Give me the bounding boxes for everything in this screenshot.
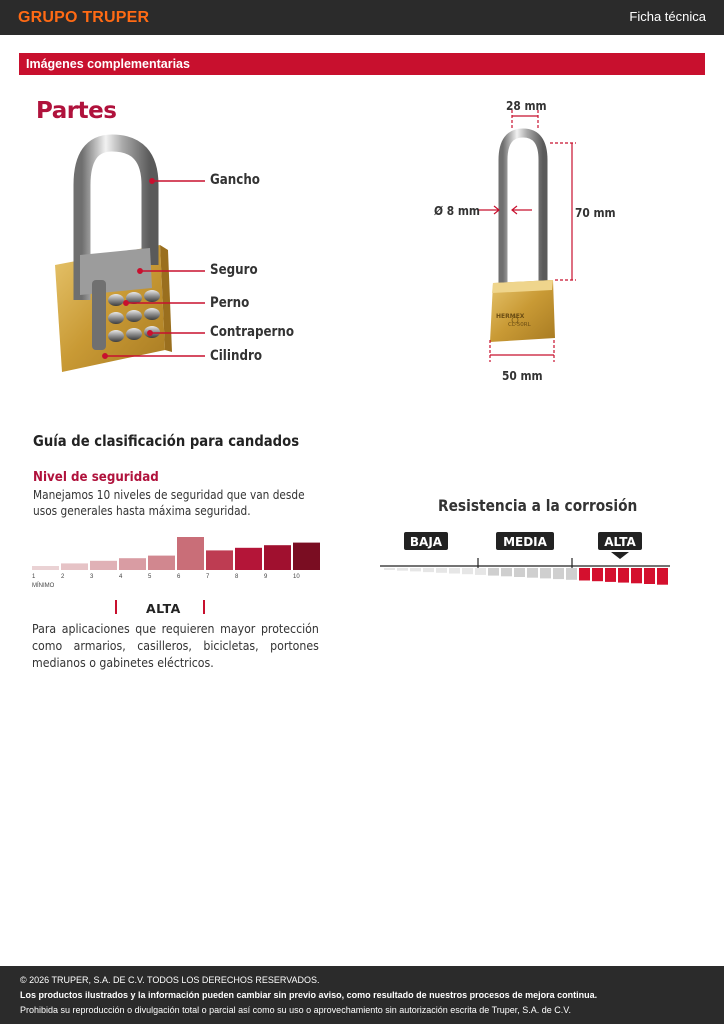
guide-title: Guía de clasificación para candados [33,432,300,450]
rating-bracket-right [203,600,205,614]
applications-description: Para aplicaciones que requieren mayor protección como armarios, casilleros, bicicletas, portones medianos o gabinetes eléctricos. [32,621,319,670]
dim-bottom-width: 50 mm [502,368,543,383]
label-seguro: Seguro [210,262,258,278]
footer-legal: Prohibida su reproducción o divulgación total o parcial así como su uso o aprovechamiento sin autorización escrita de Truper, S.A. de C.V. [20,1005,571,1015]
corrosion-level-label: BAJA [409,535,443,549]
security-level-bar-2 [61,563,88,570]
security-rating-label: ALTA [146,601,181,616]
security-level-bar-4 [119,558,146,570]
corrosion-scale-segment [566,568,577,580]
security-rating [115,600,207,616]
security-level-tick: 1 [32,574,36,580]
security-level-bar-9 [264,545,291,570]
security-level-bar-6 [177,537,204,570]
security-level-bar-10 [293,543,320,570]
security-level-bar-7 [206,550,233,570]
corrosion-scale-segment [436,568,447,573]
security-level-bar-1 [32,566,59,570]
corrosion-scale-segment [423,568,434,572]
label-contraperno: Contraperno [210,324,295,340]
security-level-chart [30,530,330,592]
footer-notice: Los productos ilustrados y la información pueden cambiar sin previo aviso, como resultado de nuestros procesos de mejora continua. [20,990,598,1000]
label-perno: Perno [210,295,250,311]
security-level-tick: 2 [61,574,65,580]
corrosion-scale-segment [449,568,460,574]
corrosion-scale-segment [605,568,616,582]
label-cilindro: Cilindro [210,348,263,364]
security-level-description: Manejamos 10 niveles de seguridad que van desde usos generales hasta máxima seguridad. [33,488,305,518]
security-level-tick: 3 [90,574,94,580]
corrosion-scale-segment [475,568,486,575]
security-level-bar-8 [235,548,262,570]
document-type: Ficha técnica [629,9,706,24]
corrosion-scale-segment [514,568,525,577]
corrosion-level-label: MEDIA [503,535,547,549]
security-level-tick: 5 [148,574,152,580]
corrosion-scale-segment [618,568,629,583]
corrosion-scale-segment [540,568,551,578]
footer-copyright: © 2026 TRUPER, S.A. DE C.V. TODOS LOS DERECHOS RESERVADOS. [20,975,320,985]
engraving-brand: HERMEX [496,313,525,320]
dim-diameter: Ø 8 mm [434,203,480,218]
corrosion-scale-segment [384,568,395,570]
corrosion-scale-segment [592,568,603,581]
corrosion-scale-segment [488,568,499,576]
corrosion-scale-segment [527,568,538,578]
security-level-bar-5 [148,556,175,570]
corrosion-level-label: ALTA [604,535,636,549]
parts-title: Partes [36,98,117,124]
security-level-min-label: MÍNIMO [32,583,55,589]
corrosion-selected-marker [611,552,629,559]
corrosion-title: Resistencia a la corrosión [438,496,638,515]
combination-lock-image [55,143,205,372]
corrosion-scale-segment [397,568,408,571]
corrosion-scale-segment [410,568,421,571]
corrosion-scale-segment [644,568,655,584]
security-level-tick: 7 [206,574,210,580]
section-title: Imágenes complementarias [26,57,190,71]
corrosion-scale-segment [631,568,642,583]
engraving-model: CL-50RL [508,322,531,328]
corrosion-scale-segment [462,568,473,574]
security-level-title: Nivel de seguridad [33,469,159,485]
rating-bracket-left [115,600,117,614]
security-level-bar-3 [90,561,117,570]
security-level-tick: 10 [293,574,300,580]
corrosion-chart [380,528,670,598]
security-level-tick: 6 [177,574,181,580]
footer [0,966,724,1024]
security-level-tick: 9 [264,574,268,580]
corrosion-scale-segment [553,568,564,579]
corrosion-scale-segment [579,568,590,581]
security-level-tick: 4 [119,574,123,580]
brand-logo: GRUPO TRUPER [18,9,150,26]
corrosion-scale-segment [501,568,512,576]
dim-height: 70 mm [575,205,616,220]
label-gancho: Gancho [210,172,260,188]
security-level-tick: 8 [235,574,239,580]
dim-top-width: 28 mm [506,98,547,113]
corrosion-scale-segment [657,568,668,585]
